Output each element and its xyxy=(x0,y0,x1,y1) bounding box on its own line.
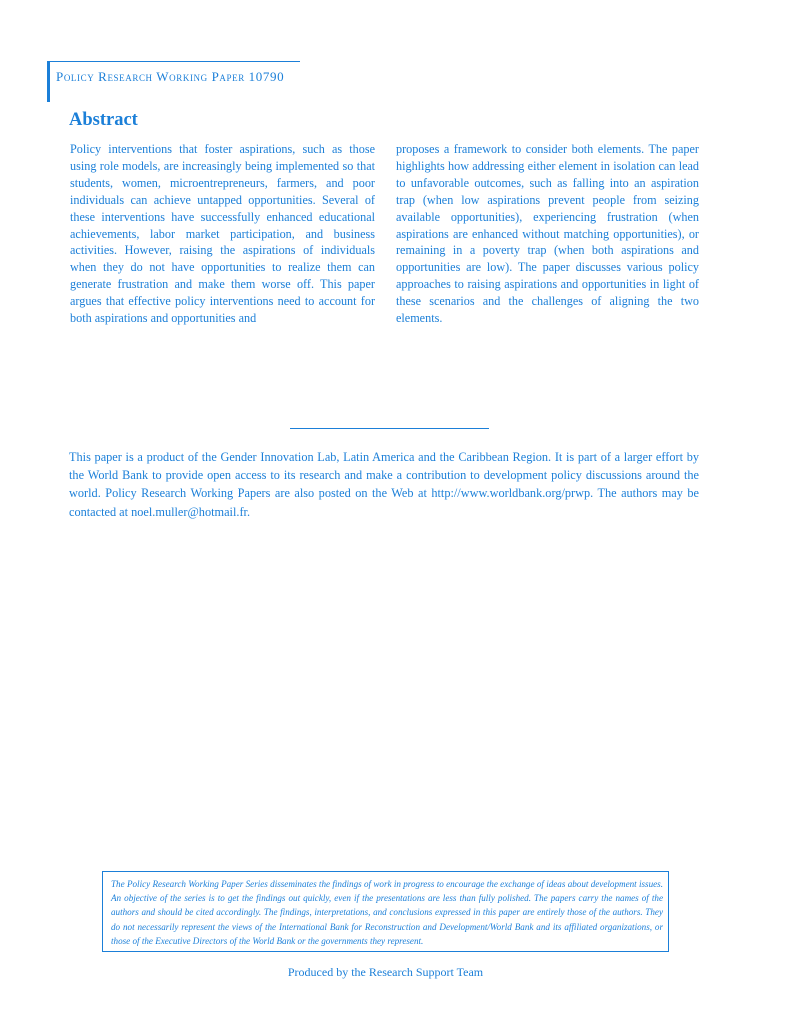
section-divider xyxy=(290,428,489,429)
abstract-column-right: proposes a framework to consider both elements. The paper highlights how addressing either element in isolation can lead to unfavorable outcomes, such as falling into an aspiration trap (when low aspirations prevent people from seizing available opportunities), experiencing frustration (when aspirations are enhanced without matching opportunities), or remaining in a poverty trap (when both aspirations and opportunities are low). The paper discusses various policy approaches to raising aspirations and opportunities in light of these scenarios and the challenges of aligning the two elements. xyxy=(396,142,699,326)
abstract-column-left: Policy interventions that foster aspirations, such as those using role models, are increasingly being implemented so that students, women, microentrepreneurs, farmers, and poor individuals can achieve untapped opportunities. Several of these interventions have successfully enhanced educational achievements, labor market participation, and business activities. However, raising the aspirations of individuals when they do not have opportunities to realize them can generate frustration and make them worse off. This paper argues that effective policy interventions need to account for both aspirations and opportunities and xyxy=(70,142,375,326)
series-header xyxy=(47,61,299,101)
abstract-heading: Abstract xyxy=(69,110,138,130)
series-title: Policy Research Working Paper 10790 xyxy=(56,69,285,84)
disclaimer-text: The Policy Research Working Paper Series disseminates the findings of work in progress to encourage the exchange of ideas about development issues. An objective of the series is to get the findings out quickly, even if the presentations are less than fully polished. The papers carry the names of the authors and should be cited accordingly. The findings, interpretations, and conclusions expressed in this paper are entirely those of the authors. They do not necessarily represent the views of the International Bank for Reconstruction and Development/World Bank and its affiliated organizations, or those of the Executive Directors of the World Bank or the governments they represent. xyxy=(111,879,663,946)
header-accent-bar xyxy=(47,61,50,102)
header-rule xyxy=(50,61,300,62)
produced-by: Produced by the Research Support Team xyxy=(287,965,484,979)
product-note: This paper is a product of the Gender Innovation Lab, Latin America and the Caribbean Region. It is part of a larger effort by the World Bank to provide open access to its research and make a contribution to development policy discussions around the world. Policy Research Working Papers are also posted on the Web at http://www.worldbank.org/prwp. The authors may be contacted at noel.muller@hotmail.fr. xyxy=(69,450,699,519)
disclaimer-box xyxy=(102,871,669,952)
